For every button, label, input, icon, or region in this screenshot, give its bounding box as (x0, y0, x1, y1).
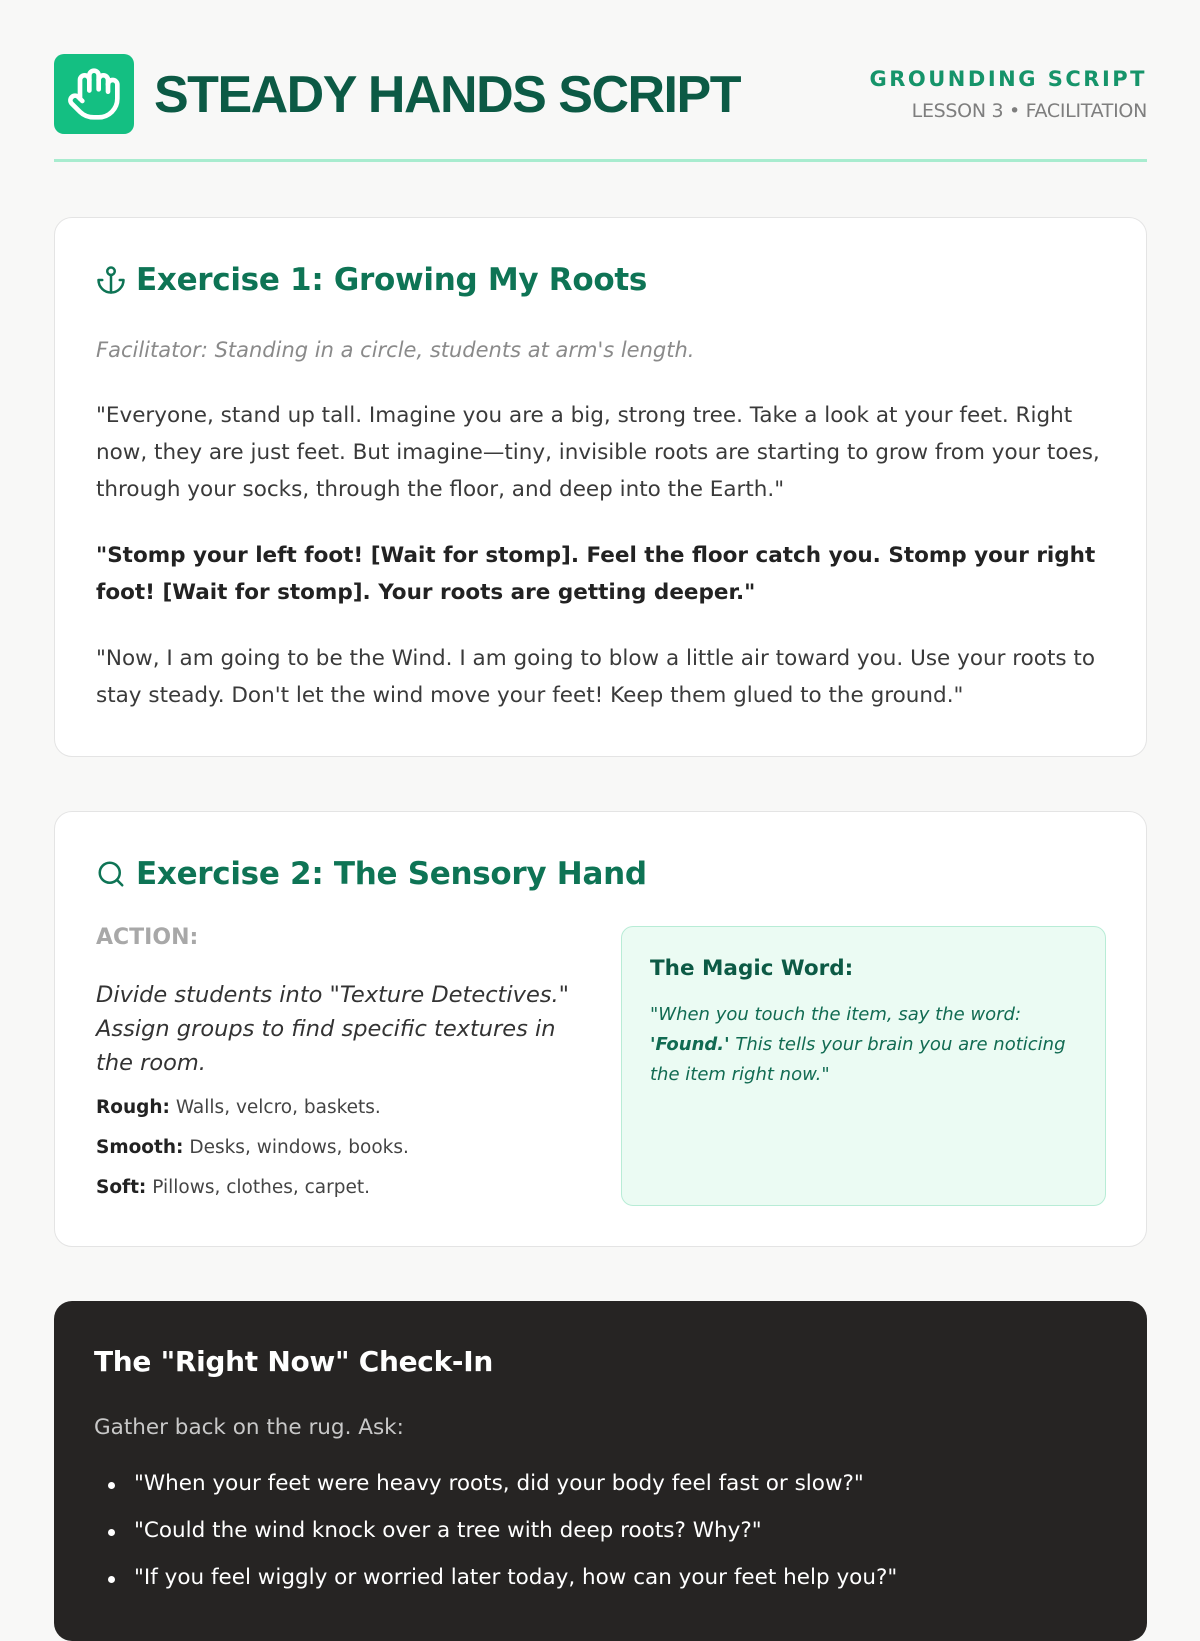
page-title: STEADY HANDS SCRIPT (154, 66, 740, 124)
check-in-title: The "Right Now" Check-In (94, 1345, 493, 1378)
exercise-1-card (54, 217, 1147, 757)
header-meta (870, 64, 1148, 126)
hand-icon (66, 66, 122, 122)
page-header (54, 52, 1147, 162)
list-item: "If you feel wiggly or worried later today, how can your feet help you?" (94, 1563, 897, 1610)
anchor-icon (96, 265, 126, 295)
texture-label: Soft: (96, 1177, 147, 1198)
list-item (96, 1096, 409, 1136)
texture-items: Desks, windows, books. (189, 1137, 409, 1158)
action-text: Divide students into "Texture Detectives." Assign groups to find specific textures in the room. (96, 982, 570, 1076)
check-in-questions (94, 1469, 897, 1610)
list-item (96, 1176, 409, 1216)
list-item (96, 1136, 409, 1176)
facilitator-note: Facilitator: Standing in a circle, students at arm's length. (96, 338, 695, 362)
script-paragraph-emphasis: "Stomp your left foot! [Wait for stomp]. Feel the floor catch you. Stomp your right foot! [Wait for stomp]. Your roots are getting deeper." (96, 543, 1096, 605)
logo (54, 54, 134, 134)
exercise-1-title-text: Exercise 1: Growing My Roots (136, 262, 648, 298)
magic-word-callout (621, 926, 1106, 1206)
magic-text-part: "When you touch the item, say the word: (650, 1004, 1022, 1025)
script-paragraph: "Everyone, stand up tall. Imagine you are a big, strong tree. Take a look at your feet. Right now, they are just feet. But imagine—tiny, invisible roots are starting to grow from your toes, through your socks, through the floor, and deep into the Earth." (96, 403, 1100, 502)
texture-list (96, 1096, 409, 1216)
lesson-subtitle: LESSON 3 • FACILITATION (911, 100, 1147, 122)
list-item: "Could the wind knock over a tree with deep roots? Why?" (94, 1516, 897, 1563)
magic-word-title: The Magic Word: (650, 956, 854, 981)
texture-items: Pillows, clothes, carpet. (152, 1177, 371, 1198)
script-type-label: GROUNDING SCRIPT (869, 67, 1147, 91)
action-label: ACTION: (96, 925, 199, 950)
magic-word: 'Found.' (650, 1034, 730, 1055)
check-in-intro: Gather back on the rug. Ask: (94, 1415, 404, 1440)
magic-word-text (650, 1000, 1070, 1090)
list-item: "When your feet were heavy roots, did your body feel fast or slow?" (94, 1469, 897, 1516)
search-icon (96, 859, 126, 889)
exercise-2-title (96, 854, 647, 894)
magic-text-part: This tells your brain you are noticing the item right now." (650, 1034, 1066, 1085)
texture-items: Walls, velcro, baskets. (175, 1097, 381, 1118)
exercise-1-title (96, 260, 647, 300)
exercise-2-card (54, 811, 1147, 1247)
exercise-2-title-text: Exercise 2: The Sensory Hand (136, 856, 647, 892)
texture-label: Smooth: (96, 1137, 184, 1158)
script-paragraph: "Now, I am going to be the Wind. I am going to blow a little air toward you. Use your roots to stay steady. Don't let the wind move your feet! Keep them glued to the ground." (96, 646, 1095, 708)
texture-label: Rough: (96, 1097, 170, 1118)
check-in-panel (54, 1301, 1147, 1641)
